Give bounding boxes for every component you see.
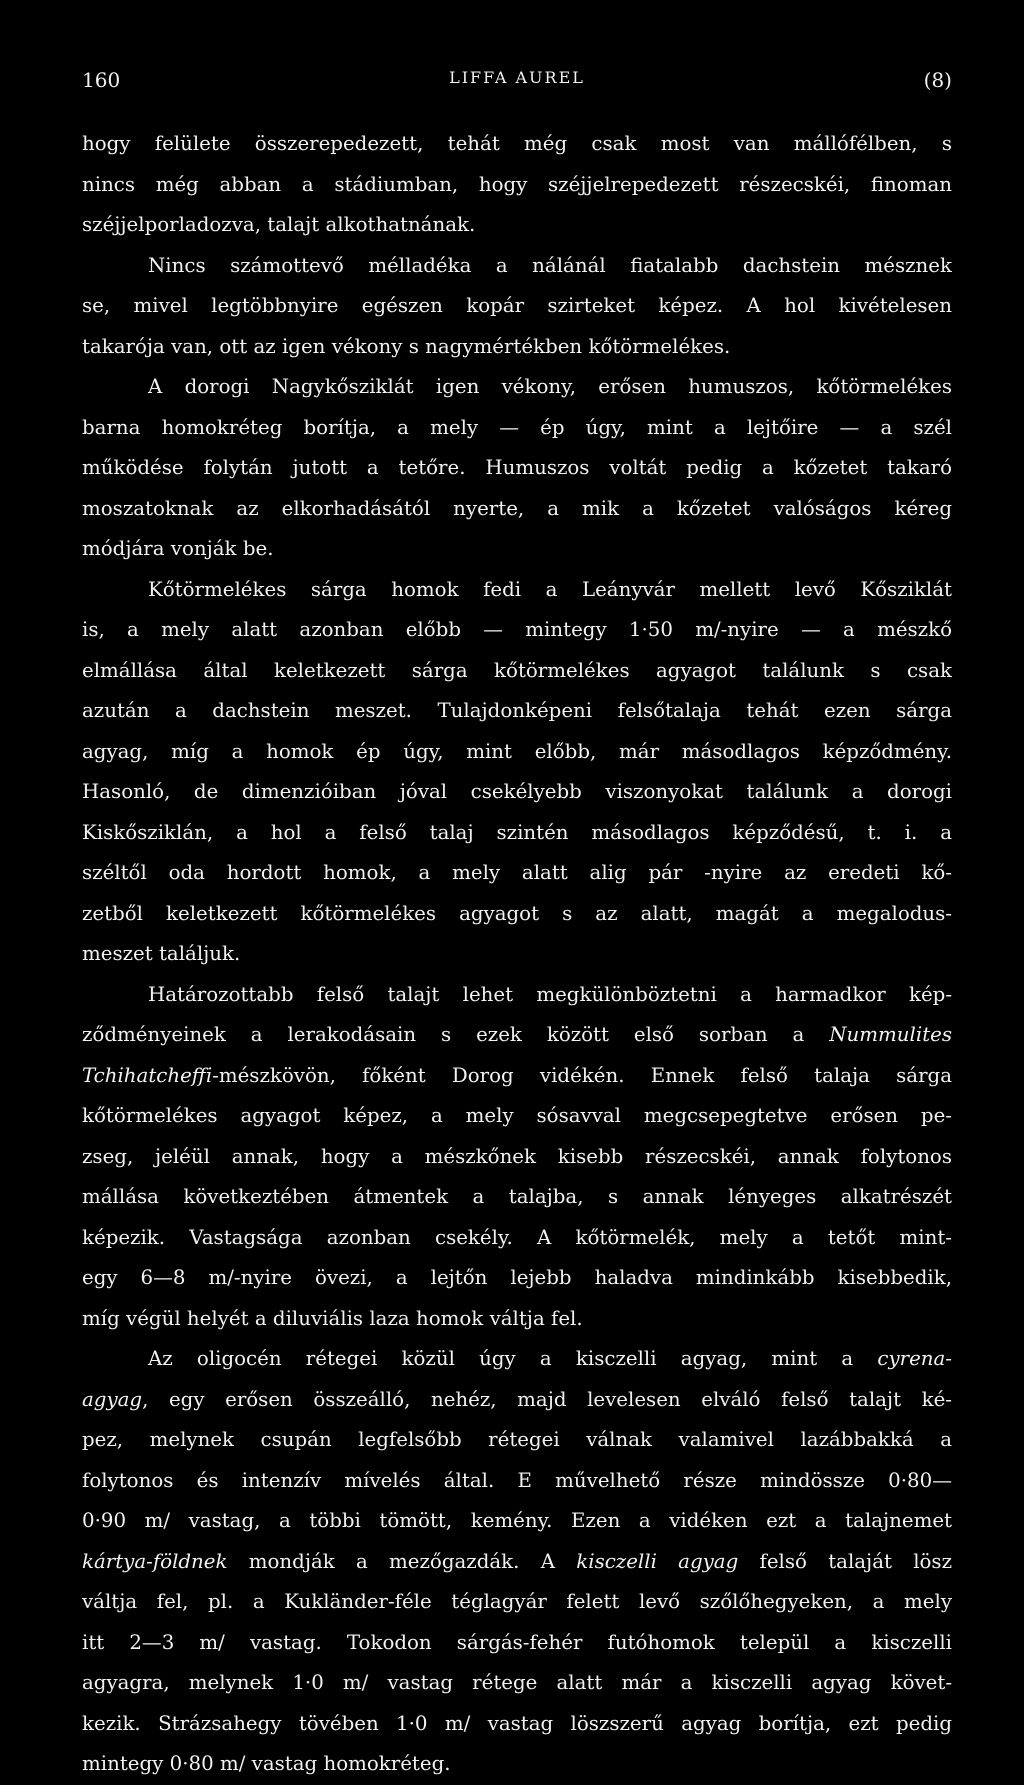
text-line bbox=[82, 1258, 952, 1299]
text-run: működése folytán jutott a tetőre. Humuszos voltát pedig a kőzetet takaró bbox=[82, 456, 952, 479]
text-run: hogy felülete összerepedezett, tehát még csak most van mállófélben, s bbox=[82, 132, 952, 155]
text-line bbox=[82, 1056, 952, 1097]
text-line bbox=[82, 975, 952, 1016]
text-run: kezik. Strázsahegy tövében 1·0 m/ vastag löszszerű agyag borítja, ezt pedig bbox=[82, 1711, 952, 1735]
text-run: váltja fel, pl. a Kukländer-féle téglagyár felett levő szőlőhegyeken, a mely bbox=[82, 1590, 952, 1613]
text-line bbox=[82, 1380, 952, 1421]
text-run: mállása következtében átmentek a talajba, s annak lényeges alkatrészét bbox=[82, 1185, 952, 1208]
text-line bbox=[82, 1096, 952, 1137]
text-run: Az oligocén rétegei közül úgy a kisczelli agyag, mint a bbox=[148, 1347, 878, 1370]
text-run: , egy erősen összeálló, nehéz, majd levelesen elváló felső talajt ké- bbox=[142, 1387, 952, 1411]
text-line bbox=[82, 529, 952, 570]
text-run: mintegy 0·80 m/ vastag homokréteg. bbox=[82, 1752, 451, 1775]
text-run: azután a dachstein meszet. Tulajdonképeni felsőtalaja tehát ezen sárga bbox=[82, 699, 952, 722]
text-line bbox=[82, 205, 952, 246]
text-line bbox=[82, 246, 952, 287]
text-line bbox=[82, 1663, 952, 1704]
text-run: Nincs számottevő mélladéka a nálánál fiatalabb dachstein mésznek bbox=[148, 253, 952, 277]
text-line bbox=[82, 1461, 952, 1502]
page-number: 160 bbox=[82, 68, 121, 92]
text-run: -mészkövön, főként Dorog vidékén. Ennek felső talaja sárga bbox=[212, 1063, 952, 1087]
text-run: egy 6—8 m/-nyire övezi, a lejtőn lejebb haladva mindinkább kisebbedik, bbox=[82, 1266, 952, 1289]
text-run: se, mivel legtöbbnyire egészen kopár szirteket képez. A hol kivételesen bbox=[82, 294, 952, 317]
text-run: is, a mely alatt azonban előbb — mintegy 1·50 m/-nyire — a mészkő bbox=[82, 618, 952, 641]
text-line bbox=[82, 853, 952, 894]
text-run: elmállása által keletkezett sárga kőtörmelékes agyagot találunk s csak bbox=[82, 658, 952, 682]
text-run: széjjelporladozva, talajt alkothatnának. bbox=[82, 213, 476, 236]
text-run: Kőtörmelékes sárga homok fedi a Leányvár mellett levő Kősziklát bbox=[148, 577, 952, 601]
italic-term: kisczelli agyag bbox=[576, 1549, 739, 1573]
italic-term: Tchihatcheffi bbox=[82, 1063, 213, 1087]
text-line bbox=[82, 732, 952, 773]
text-line bbox=[82, 165, 952, 206]
text-line bbox=[82, 1177, 952, 1218]
text-run: itt 2—3 m/ vastag. Tokodon sárgás-fehér futóhomok települ a kisczelli bbox=[82, 1630, 952, 1654]
text-line bbox=[82, 1582, 952, 1623]
text-line bbox=[82, 408, 952, 449]
italic-term: cyrena- bbox=[877, 1347, 952, 1370]
running-head-author: LIFFA AUREL bbox=[449, 68, 585, 87]
text-line bbox=[82, 1542, 952, 1583]
text-run: mondják a mezőgazdák. A bbox=[227, 1549, 577, 1573]
text-run: módjára vonják be. bbox=[82, 537, 274, 560]
text-line bbox=[82, 934, 952, 975]
text-run: Kiskősziklán, a hol a felső talaj szintén másodlagos képződésű, t. i. a bbox=[82, 820, 952, 844]
text-line bbox=[82, 691, 952, 732]
text-run: pez, melynek csupán legfelsőbb rétegei válnak valamivel lazábbakká a bbox=[82, 1428, 952, 1451]
text-run: takarója van, ott az igen vékony s nagymértékben kőtörmelékes. bbox=[82, 334, 731, 358]
text-line bbox=[82, 327, 952, 368]
text-run: meszet találjuk. bbox=[82, 942, 241, 965]
italic-term: Nummulites bbox=[829, 1023, 952, 1046]
text-run: 0·90 m/ vastag, a többi tömött, kemény. Ezen a vidéken ezt a talajnemet bbox=[82, 1509, 952, 1532]
text-line bbox=[82, 367, 952, 408]
text-run: kőtörmelékes agyagot képez, a mely sósavval megcsepegtetve erősen pe- bbox=[82, 1104, 952, 1127]
text-run: zseg, jeléül annak, hogy a mészkőnek kisebb részecskéi, annak folytonos bbox=[82, 1144, 952, 1168]
text-line bbox=[82, 1339, 952, 1380]
italic-term: agyag bbox=[82, 1387, 143, 1411]
text-line bbox=[82, 894, 952, 935]
text-run: A dorogi Nagykősziklát igen vékony, erősen humuszos, kőtörmelékes bbox=[148, 375, 952, 398]
page-header bbox=[82, 68, 952, 100]
text-run: nincs még abban a stádiumban, hogy széjjelrepedezett részecskéi, finoman bbox=[82, 172, 952, 196]
text-line bbox=[82, 1623, 952, 1664]
text-line bbox=[82, 610, 952, 651]
text-run: folytonos és intenzív mívelés által. E művelhető része mindössze 0·80— bbox=[82, 1468, 952, 1492]
text-line bbox=[82, 813, 952, 854]
text-run: moszatoknak az elkorhadásától nyerte, a mik a kőzetet valóságos kéreg bbox=[82, 496, 952, 520]
text-run: agyagra, melynek 1·0 m/ vastag rétege alatt már a kisczelli agyag követ- bbox=[82, 1671, 952, 1694]
text-line bbox=[82, 772, 952, 813]
section-number: (8) bbox=[923, 68, 952, 92]
text-run: ződményeinek a lerakodásain s ezek között első sorban a bbox=[82, 1023, 830, 1046]
text-line bbox=[82, 1744, 952, 1785]
text-run: barna homokréteg borítja, a mely — ép úgy, mint a lejtőire — a szél bbox=[82, 415, 952, 439]
text-run: felső talaját lösz bbox=[738, 1549, 952, 1573]
text-run: széltől oda hordott homok, a mely alatt alig pár -nyire az eredeti kő- bbox=[82, 861, 952, 884]
text-line bbox=[82, 570, 952, 611]
text-line bbox=[82, 1704, 952, 1745]
text-line bbox=[82, 1420, 952, 1461]
text-line bbox=[82, 651, 952, 692]
text-run: míg végül helyét a diluviális laza homok váltja fel. bbox=[82, 1306, 583, 1330]
text-run: képezik. Vastagsága azonban csekély. A kőtörmelék, mely a tetőt mint- bbox=[82, 1225, 952, 1249]
text-line bbox=[82, 489, 952, 530]
text-line bbox=[82, 124, 952, 165]
text-run: Hasonló, de dimenzióiban jóval csekélyebb viszonyokat találunk a dorogi bbox=[82, 780, 952, 803]
text-line bbox=[82, 1501, 952, 1542]
text-line bbox=[82, 1299, 952, 1340]
body-text bbox=[82, 124, 952, 1785]
text-line bbox=[82, 1218, 952, 1259]
text-run: agyag, míg a homok ép úgy, mint előbb, már másodlagos képződmény. bbox=[82, 739, 952, 763]
text-line bbox=[82, 1015, 952, 1056]
text-line bbox=[82, 448, 952, 489]
italic-term: kártya-földnek bbox=[82, 1549, 228, 1573]
text-line bbox=[82, 286, 952, 327]
text-line bbox=[82, 1137, 952, 1178]
text-run: zetből keletkezett kőtörmelékes agyagot s az alatt, magát a megalodus- bbox=[82, 901, 952, 925]
text-run: Határozottabb felső talajt lehet megkülönböztetni a harmadkor kép- bbox=[148, 982, 952, 1006]
